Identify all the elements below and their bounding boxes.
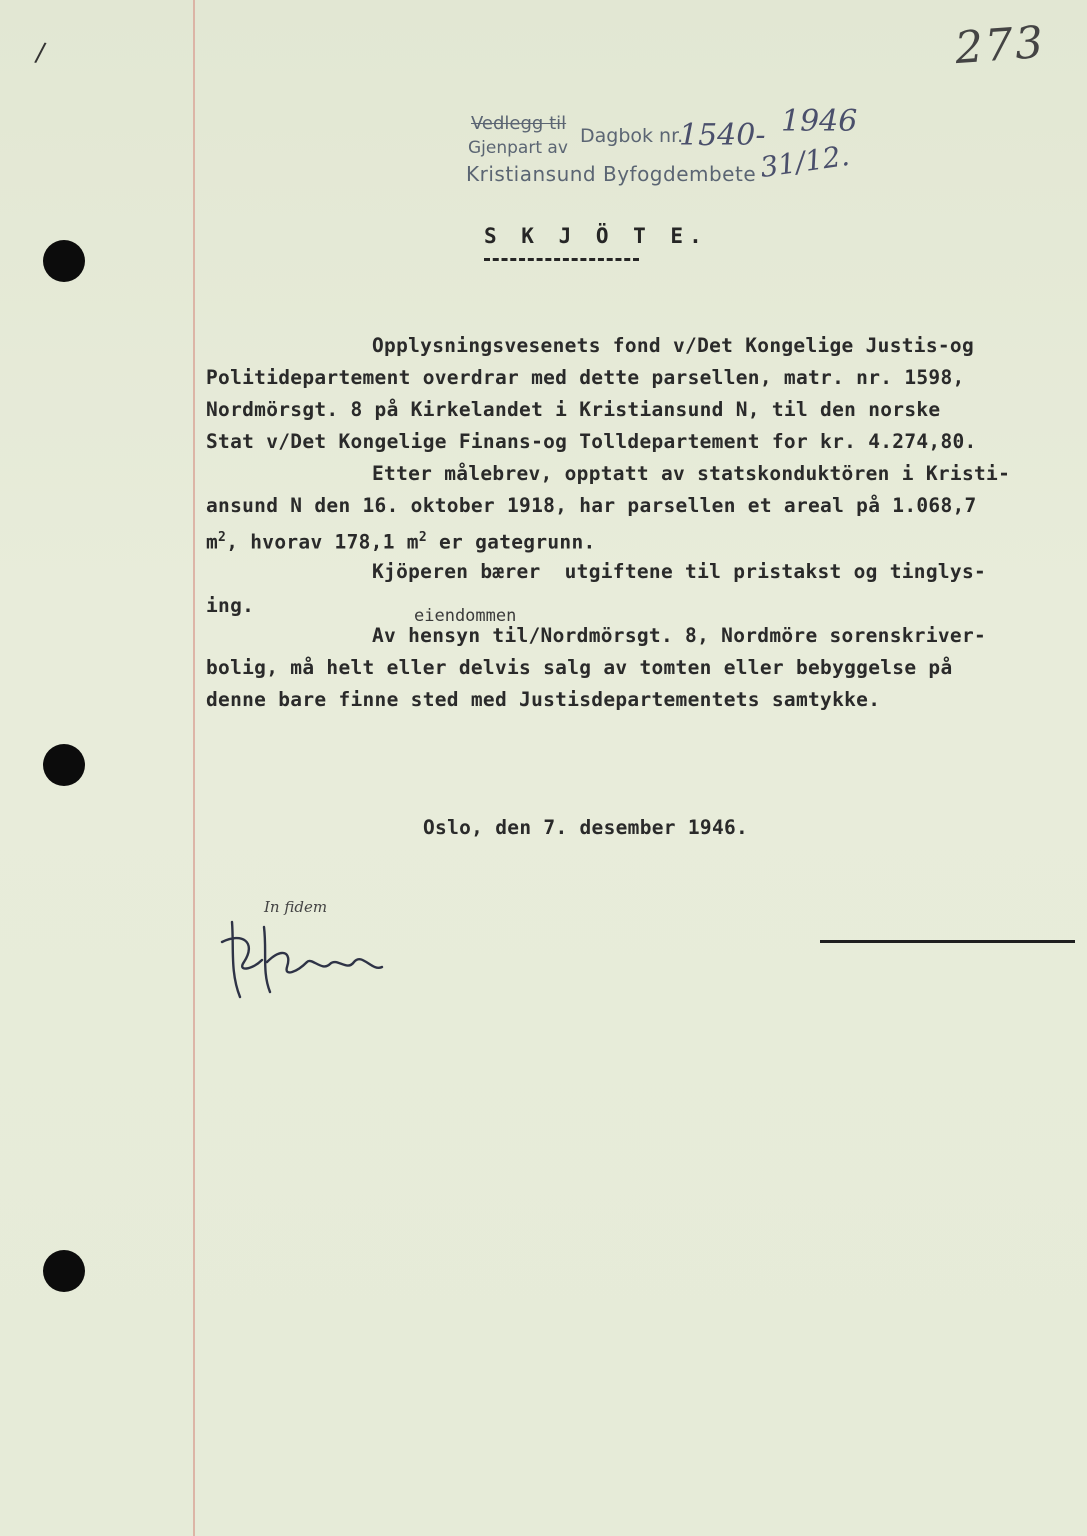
area-middle: , hvorav 178,1 m [226,530,419,554]
stamp-line1: Gjenpart av [468,138,568,158]
signature-label: In fidem [264,898,328,916]
page-number: 273 [953,16,1047,75]
body-line-9: Av hensyn til/Nordmörsgt. 8, Nordmöre sorenskriver- [372,624,987,647]
stamp-date: 31/12. [758,138,852,185]
signature-icon [212,912,392,1012]
stamp-dagbok-number: 1540- [679,118,766,153]
area-unit: m [206,530,219,554]
body-line-2: Politidepartement overdrar med dette parsellen, matr. nr. 1598, [206,366,965,389]
body-line-4: Stat v/Det Kongelige Finans-og Tolldepartement for kr. 4.274,80. [206,430,977,453]
area-exponent: 2 [218,530,227,545]
area-exponent-2: 2 [418,530,427,545]
body-line-1: Opplysningsvesenets fond v/Det Kongelige Justis-og [372,334,974,357]
body-line-6: ansund N den 16. oktober 1918, har parsellen et areal på 1.068,7 [206,494,977,517]
body-line-7: Kjöperen bærer utgiftene til pristakst og tinglys- [372,560,987,583]
insert-word: eiendommen [414,606,517,626]
stamp-struck-text: Vedlegg til [471,113,567,134]
punch-hole-middle [43,744,85,786]
body-line-10: bolig, må helt eller delvis salg av tomten eller bebyggelse på [206,656,953,679]
body-line-8: ing. [206,594,255,617]
place-date: Oslo, den 7. desember 1946. [423,816,749,839]
stamp-dagbok-label: Dagbok nr. [580,125,684,147]
body-line-area [206,530,596,554]
stamp-year: 1946 [781,104,858,139]
body-line-5: Etter målebrev, opptatt av statskonduktören i Kristi- [372,462,1011,485]
margin-tick: / [33,37,48,69]
body-line-11: denne bare finne sted med Justisdepartementets samtykke. [206,688,881,711]
margin-rule [193,0,195,1536]
body-line-3: Nordmörsgt. 8 på Kirkelandet i Kristiansund N, til den norske [206,398,941,421]
title-underline [484,258,639,261]
signature-rule [820,940,1075,943]
area-end: er gategrunn. [426,530,596,554]
punch-hole-top [43,240,85,282]
document-title: S K J Ö T E. [484,224,708,248]
stamp-line2: Kristiansund Byfogdembete [466,162,757,186]
punch-hole-bottom [43,1250,85,1292]
